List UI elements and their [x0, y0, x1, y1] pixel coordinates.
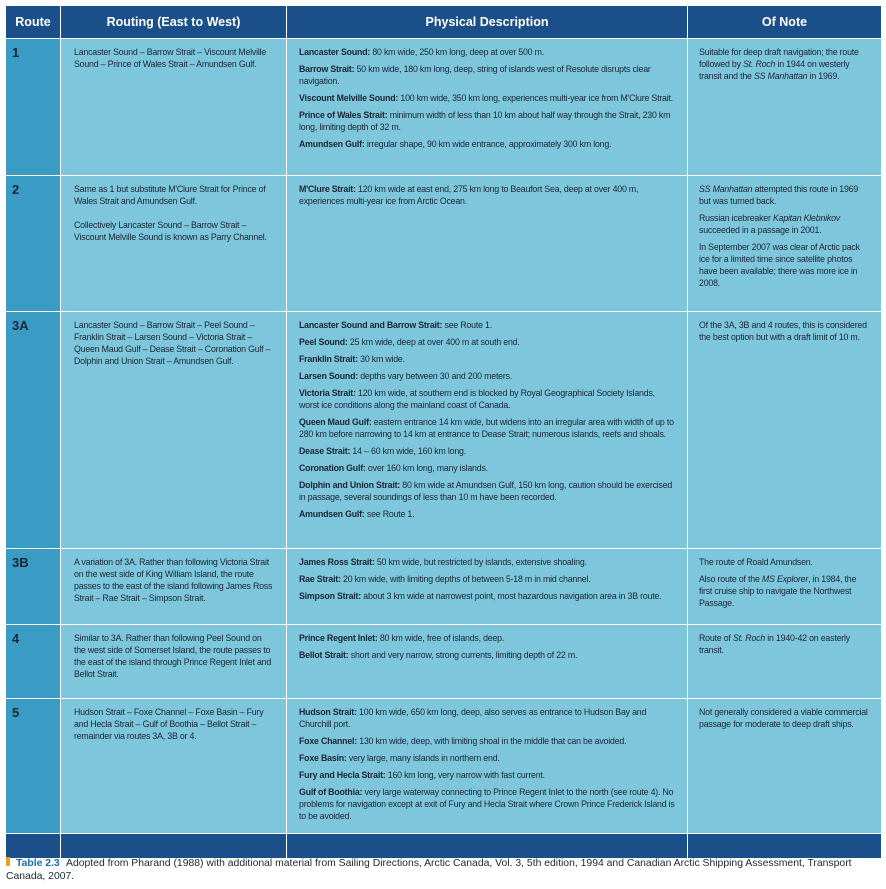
waterway-name: M'Clure Strait:: [299, 184, 356, 194]
physical-item: [299, 445, 677, 457]
waterway-name: Franklin Strait:: [299, 354, 358, 364]
waterway-name: Foxe Channel:: [299, 736, 358, 746]
note-text: Also route of the: [699, 574, 762, 584]
physical-item: [299, 353, 677, 365]
vessel-name: MS Explorer: [761, 574, 809, 584]
waterway-description: 100 km wide, 650 km long, deep, also serves as entrance to Hudson Bay and Churchill port.: [299, 707, 647, 729]
table-body: [6, 39, 882, 859]
note-paragraph: [699, 632, 869, 656]
routing-text: Collectively Lancaster Sound – Barrow Strait – Viscount Melville Sound is known as Parry Channel.: [74, 220, 267, 242]
physical-item: [299, 573, 677, 585]
waterway-description: 80 km wide, free of islands, deep.: [377, 633, 505, 643]
physical-description-cell: [287, 39, 688, 176]
physical-item: [299, 479, 677, 503]
of-note-cell: [688, 625, 882, 699]
note-text: in 1944 on westerly transit and the: [699, 59, 850, 81]
routing-cell: [61, 549, 287, 625]
physical-item: [299, 387, 677, 411]
routes-table: [5, 5, 882, 859]
note-text: in 1969.: [807, 71, 840, 81]
header-route: Route: [6, 6, 61, 39]
route-number: 1: [6, 39, 61, 176]
physical-item: [299, 769, 677, 781]
note-text: The route of Roald Amundsen.: [699, 557, 813, 567]
waterway-name: Simpson Strait:: [299, 591, 362, 601]
routing-text: Lancaster Sound – Barrow Strait – Peel Sound – Franklin Strait – Larsen Sound – Victoria Strait – Queen Maud Gulf – Dease Strait – Coronation Gulf – Dolphin and Union Strait – Amundsen Gulf.: [74, 320, 271, 366]
route-number: 2: [6, 176, 61, 312]
physical-item: [299, 786, 677, 822]
physical-item: [299, 319, 677, 331]
physical-item: [299, 649, 677, 661]
waterway-description: 30 km wide.: [357, 354, 405, 364]
footer-cell: [688, 834, 882, 859]
waterway-description: eastern entrance 14 km wide, but widens into an irregular area with width of up to 280 km before narrowing to 14 km at entrance to Dease Strait; numerous islands, reefs and shoals.: [299, 417, 674, 439]
waterway-description: 100 km wide, 350 km long, experiences multi-year ice from M'Clure Strait.: [398, 93, 673, 103]
waterway-description: 50 km wide, but restricted by islands, extensive shoaling.: [374, 557, 587, 567]
vessel-name: SS Manhattan: [754, 71, 808, 81]
table-caption: [6, 857, 882, 883]
waterway-name: Viscount Melville Sound:: [299, 93, 399, 103]
physical-item: [299, 462, 677, 474]
note-paragraph: [699, 46, 869, 82]
note-paragraph: [699, 183, 869, 207]
table-row: [6, 699, 882, 834]
caption-label: Table 2.3: [16, 858, 60, 869]
note-paragraph: [699, 241, 869, 289]
waterway-description: 130 km wide, deep, with limiting shoal in the middle that can be avoided.: [357, 736, 627, 746]
waterway-name: Barrow Strait:: [299, 64, 355, 74]
waterway-name: Hudson Strait:: [299, 707, 357, 717]
waterway-description: 80 km wide at Amundsen Gulf, 150 km long, caution should be exercised in passage, several soundings of less than 10 m have been recorded.: [299, 480, 673, 502]
physical-item: [299, 370, 677, 382]
physical-item: [299, 183, 677, 207]
note-paragraph: [699, 319, 869, 343]
table-row: [6, 625, 882, 699]
waterway-name: James Ross Strait:: [299, 557, 375, 567]
physical-item: [299, 138, 677, 150]
header-routing: Routing (East to West): [61, 6, 287, 39]
physical-item: [299, 46, 677, 58]
routing-cell: [61, 176, 287, 312]
table-row: [6, 549, 882, 625]
physical-item: [299, 752, 677, 764]
waterway-description: 80 km wide, 250 km long, deep at over 500 m.: [370, 47, 544, 57]
header-physical-description: Physical Description: [287, 6, 688, 39]
routing-cell: [61, 699, 287, 834]
vessel-name: SS Manhattan: [699, 184, 753, 194]
waterway-name: Fury and Hecla Strait:: [299, 770, 386, 780]
header-row: [6, 6, 882, 39]
waterway-description: 50 km wide, 180 km long, deep, string of islands west of Resolute disrupts clear navigation.: [299, 64, 651, 86]
waterway-description: depths vary between 30 and 200 meters.: [357, 371, 513, 381]
caption-bar: [6, 857, 10, 866]
waterway-description: irregular shape, 90 km wide entrance, approximately 300 km long.: [364, 139, 612, 149]
note-text: Russian icebreaker: [699, 213, 773, 223]
waterway-name: Rae Strait:: [299, 574, 341, 584]
waterway-description: 25 km wide, deep at over 400 m at south end.: [347, 337, 520, 347]
note-text: succeeded in a passage in 2001.: [699, 225, 822, 235]
waterway-description: 120 km wide at east end, 275 km long to Beaufort Sea, deep at over 400 m, experiences multi-year ice from Arctic Ocean.: [299, 184, 639, 206]
header-of-note: Of Note: [688, 6, 882, 39]
of-note-cell: [688, 549, 882, 625]
of-note-cell: [688, 312, 882, 549]
route-number: 3A: [6, 312, 61, 549]
routing-cell: [61, 625, 287, 699]
waterway-description: minimum width of less than 10 km about half way through the Strait, 230 km long, limiting depth of 32 m.: [299, 110, 671, 132]
waterway-name: Dease Strait:: [299, 446, 351, 456]
waterway-description: very large waterway connecting to Prince Regent Inlet to the north (see route 4). No problems for navigation except at exit of Fury and Hecla Strait where Crown Prince Frederick Island is to be avoided.: [299, 787, 675, 821]
vessel-name: St. Roch: [743, 59, 776, 69]
note-paragraph: [699, 573, 869, 609]
routing-text: Hudson Strait – Foxe Channel – Foxe Basin – Fury and Hecla Strait – Gulf of Boothia – Bellot Strait – remainder via routes 3A, 3B or 4.: [74, 707, 264, 741]
footer-cell: [287, 834, 688, 859]
waterway-name: Coronation Gulf:: [299, 463, 366, 473]
routing-text: Same as 1 but substitute M'Clure Strait for Prince of Wales Strait and Amundsen Gulf.: [74, 184, 266, 206]
physical-description-cell: [287, 549, 688, 625]
footer-row: [6, 834, 882, 859]
vessel-name: Kapitan Klebnikov: [772, 213, 840, 223]
caption-text: Adopted from Pharand (1988) with additional material from Sailing Directions, Arctic Canada, Vol. 3, 5th edition, 1994 and Canadian Arctic Shipping Assessment, Transport Canada, 2007.: [6, 858, 852, 882]
physical-item: [299, 63, 677, 87]
table-row: [6, 176, 882, 312]
note-text: in 1940-42 on easterly transit.: [699, 633, 850, 655]
physical-item: [299, 416, 677, 440]
note-text: In September 2007 was clear of Arctic pack ice for a limited time since satellite photos have been available; there was more ice in 2008.: [699, 242, 860, 288]
waterway-name: Amundsen Gulf:: [299, 139, 365, 149]
physical-description-cell: [287, 699, 688, 834]
of-note-cell: [688, 699, 882, 834]
note-paragraph: [699, 212, 869, 236]
waterway-name: Lancaster Sound:: [299, 47, 371, 57]
route-number: 3B: [6, 549, 61, 625]
routing-text: Similar to 3A. Rather than following Peel Sound on the west side of Somerset Island, the route passes to the east of the island through Prince Regent Inlet and Bellot Strait.: [74, 633, 272, 679]
physical-description-cell: [287, 176, 688, 312]
routing-text: A variation of 3A. Rather than following Victoria Strait on the west side of King William Island, the route passes to the east of the island following James Ross Strait – Rae Strait – Simpson Strait.: [74, 557, 273, 603]
waterway-name: Prince Regent Inlet:: [299, 633, 378, 643]
waterway-description: see Route 1.: [364, 509, 415, 519]
waterway-name: Foxe Basin:: [299, 753, 347, 763]
vessel-name: St. Roch: [732, 633, 766, 643]
note-text: Not generally considered a viable commercial passage for moderate to deep draft ships.: [699, 707, 868, 729]
waterway-description: 14 – 60 km wide, 160 km long.: [350, 446, 466, 456]
note-paragraph: [699, 556, 869, 568]
footer-cell: [61, 834, 287, 859]
note-text: , in 1984, the first cruise ship to navigate the Northwest Passage.: [699, 574, 857, 608]
route-number: 4: [6, 625, 61, 699]
waterway-description: about 3 km wide at narrowest point, most hazardous navigation area in 3B route.: [361, 591, 662, 601]
waterway-description: over 160 km long, many islands.: [365, 463, 488, 473]
waterway-name: Dolphin and Union Strait:: [299, 480, 401, 490]
waterway-name: Larsen Sound:: [299, 371, 358, 381]
note-paragraph: [699, 706, 869, 730]
physical-item: [299, 735, 677, 747]
waterway-description: 120 km wide, at southern end is blocked by Royal Geographical Society Islands, worst ice conditions along the mainland coast of Canada.: [299, 388, 655, 410]
route-number: 5: [6, 699, 61, 834]
physical-description-cell: [287, 312, 688, 549]
note-text: Route of: [699, 633, 733, 643]
physical-item: [299, 590, 677, 602]
routing-cell: [61, 39, 287, 176]
routing-text: Lancaster Sound – Barrow Strait – Viscount Melville Sound – Prince of Wales Strait – Amundsen Gulf.: [74, 47, 267, 69]
physical-item: [299, 632, 677, 644]
physical-description-cell: [287, 625, 688, 699]
note-text: attempted this route in 1969 but was turned back.: [699, 184, 859, 206]
waterway-name: Peel Sound:: [299, 337, 348, 347]
physical-item: [299, 508, 677, 520]
waterway-name: Prince of Wales Strait:: [299, 110, 388, 120]
physical-item: [299, 336, 677, 348]
physical-item: [299, 92, 677, 104]
footer-cell: [6, 834, 61, 859]
physical-item: [299, 109, 677, 133]
table-row: [6, 39, 882, 176]
of-note-cell: [688, 176, 882, 312]
note-text: Suitable for deep draft navigation; the route followed by: [699, 47, 859, 69]
waterway-description: see Route 1.: [442, 320, 492, 330]
waterway-description: very large, many islands in northern end.: [346, 753, 500, 763]
physical-item: [299, 556, 677, 568]
waterway-name: Gulf of Boothia:: [299, 787, 363, 797]
table-row: [6, 312, 882, 549]
note-text: Of the 3A, 3B and 4 routes, this is considered the best option but with a draft limit of 10 m.: [699, 320, 867, 342]
waterway-name: Lancaster Sound and Barrow Strait:: [299, 320, 443, 330]
waterway-name: Victoria Strait:: [299, 388, 356, 398]
waterway-description: 160 km long, very narrow with fast current.: [385, 770, 545, 780]
physical-item: [299, 706, 677, 730]
waterway-name: Amundsen Gulf:: [299, 509, 365, 519]
waterway-description: 20 km wide, with limiting depths of between 5-18 m in mid channel.: [340, 574, 591, 584]
waterway-name: Bellot Strait:: [299, 650, 349, 660]
waterway-name: Queen Maud Gulf:: [299, 417, 372, 427]
routing-cell: [61, 312, 287, 549]
waterway-description: short and very narrow, strong currents, limiting depth of 22 m.: [348, 650, 578, 660]
of-note-cell: [688, 39, 882, 176]
